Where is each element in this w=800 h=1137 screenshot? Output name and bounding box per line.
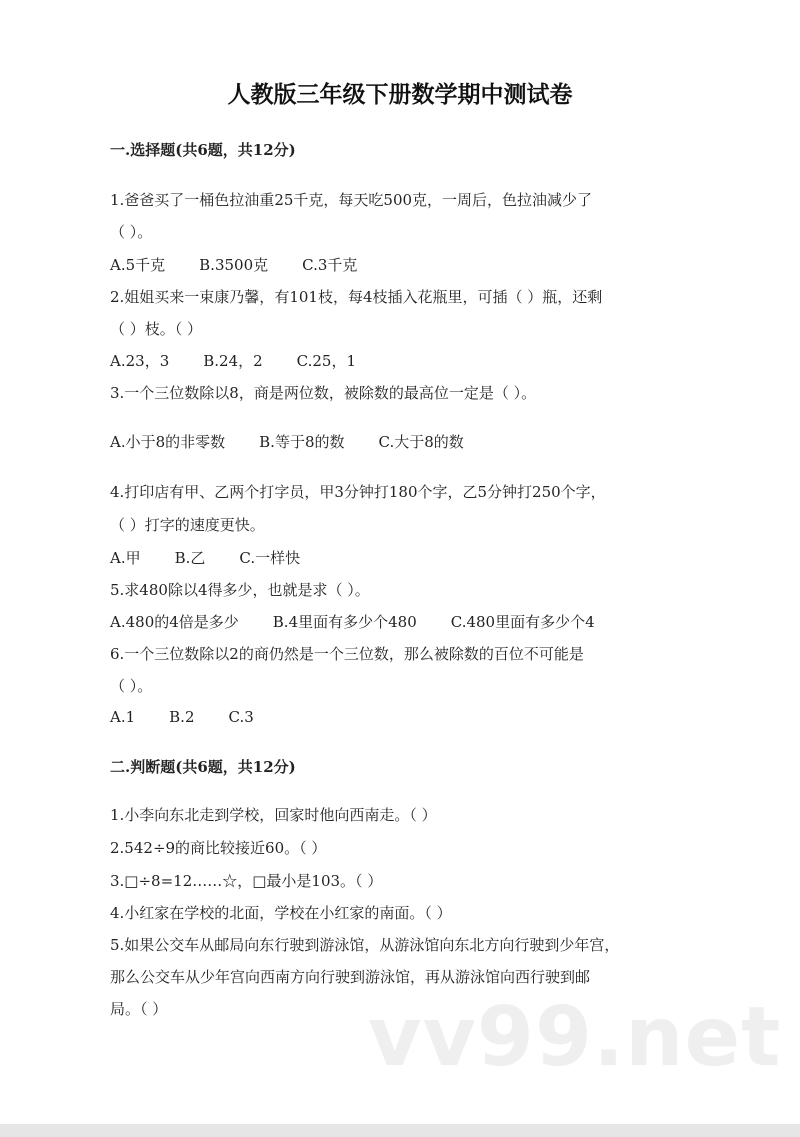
- page-bottom-edge: [0, 1124, 800, 1137]
- question-text: 3.一个三位数除以8，商是两位数，被除数的最高位一定是（ ）。: [110, 384, 537, 402]
- judge-question-text: 5.如果公交车从邮局向东行驶到游泳馆，从游泳馆向东北方向行驶到少年宫，: [110, 936, 620, 954]
- question-text: （ ）。: [110, 223, 153, 241]
- judge-question-text: 1.小李向东北走到学校，回家时他向西南走。（ ）: [110, 806, 437, 824]
- option-b: B.乙: [174, 549, 206, 567]
- option-row: [110, 255, 391, 275]
- option-c: C.25，1: [296, 352, 356, 370]
- question-text: （ ）打字的速度更快。: [110, 516, 265, 534]
- option-a: A.23，3: [110, 352, 170, 370]
- section-heading-choice: 一.选择题(共6题，共12分): [110, 141, 296, 159]
- option-b: B.2: [169, 708, 195, 726]
- question-text: 1.爸爸买了一桶色拉油重25千克，每天吃500克，一周后，色拉油减少了: [110, 191, 593, 209]
- option-c: C.一样快: [239, 549, 301, 567]
- option-b: B.3500克: [199, 256, 269, 274]
- option-c: C.3: [228, 708, 254, 726]
- judge-question-text: 3.□÷8=12……☆，□最小是103。（ ）: [110, 872, 383, 890]
- option-a: A.甲: [110, 549, 141, 567]
- question-text: （ ）枝。（ ）: [110, 320, 203, 338]
- option-b: B.4里面有多少个480: [272, 613, 417, 631]
- option-a: A.480的4倍是多少: [110, 613, 239, 631]
- option-row: [110, 612, 629, 632]
- question-text: 6.一个三位数除以2的商仍然是一个三位数，那么被除数的百位不可能是: [110, 645, 584, 663]
- judge-question-text: 局。（ ）: [110, 1000, 168, 1018]
- option-a: A.5千克: [110, 256, 166, 274]
- section-heading-judge: 二.判断题(共6题，共12分): [110, 758, 296, 776]
- option-c: C.480里面有多少个4: [450, 613, 595, 631]
- question-text: （ ）。: [110, 677, 153, 695]
- option-a: A.小于8的非零数: [110, 433, 226, 451]
- judge-question-text: 那么公交车从少年宫向西南方向行驶到游泳馆，再从游泳馆向西行驶到邮: [110, 968, 591, 986]
- judge-question-text: 2.542÷9的商比较接近60。（ ）: [110, 839, 327, 857]
- option-b: B.等于8的数: [259, 433, 345, 451]
- option-c: C.3千克: [302, 256, 358, 274]
- question-text: 5.求480除以4得多少，也就是求（ ）。: [110, 581, 370, 599]
- option-row: [110, 351, 390, 371]
- watermark: vv99.net: [368, 990, 782, 1085]
- question-text: 4.打印店有甲、乙两个打字员，甲3分钟打180个字，乙5分钟打250个字，: [110, 483, 606, 501]
- option-a: A.1: [110, 708, 136, 726]
- page-title: 人教版三年级下册数学期中测试卷: [227, 81, 573, 108]
- option-row: [110, 548, 334, 568]
- option-c: C.大于8的数: [378, 433, 464, 451]
- judge-question-text: 4.小红家在学校的北面，学校在小红家的南面。（ ）: [110, 904, 452, 922]
- option-b: B.24，2: [203, 352, 263, 370]
- question-text: 2.姐姐买来一束康乃馨，有101枝，每4枝插入花瓶里，可插（ ）瓶，还剩: [110, 288, 603, 306]
- option-row: [110, 707, 288, 727]
- option-row: [110, 432, 498, 452]
